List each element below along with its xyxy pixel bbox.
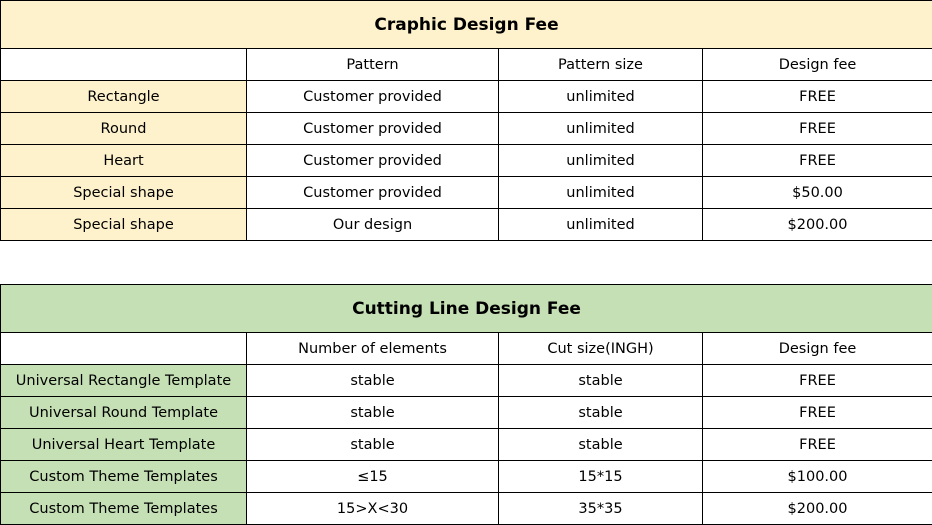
template-cell: Universal Round Template <box>1 397 247 429</box>
table-row <box>1 365 932 397</box>
template-cell: Custom Theme Templates <box>1 461 247 493</box>
table-title-row <box>1 285 932 333</box>
design-fee-cell: FREE <box>703 397 932 429</box>
pattern-size-cell: unlimited <box>499 145 703 177</box>
pattern-cell: Customer provided <box>247 113 499 145</box>
design-fee-cell: FREE <box>703 113 932 145</box>
elements-cell: stable <box>247 397 499 429</box>
design-fee-cell: FREE <box>703 429 932 461</box>
cutting-line-design-fee-title: Cutting Line Design Fee <box>1 285 932 333</box>
template-cell: Universal Rectangle Template <box>1 365 247 397</box>
header-design-fee: Design fee <box>703 49 932 81</box>
cut-size-cell: stable <box>499 397 703 429</box>
cut-size-cell: stable <box>499 365 703 397</box>
elements-cell: stable <box>247 429 499 461</box>
cutting-line-design-fee-table <box>0 284 932 525</box>
design-fee-cell: $100.00 <box>703 461 932 493</box>
pattern-cell: Customer provided <box>247 145 499 177</box>
header-pattern-size: Pattern size <box>499 49 703 81</box>
design-fee-cell: FREE <box>703 365 932 397</box>
cut-size-cell: stable <box>499 429 703 461</box>
header-design-fee: Design fee <box>703 333 932 365</box>
graphic-design-fee-title: Craphic Design Fee <box>1 1 932 49</box>
pattern-cell: Customer provided <box>247 177 499 209</box>
pattern-size-cell: unlimited <box>499 113 703 145</box>
table-row <box>1 493 932 525</box>
pattern-size-cell: unlimited <box>499 177 703 209</box>
pattern-cell: Our design <box>247 209 499 241</box>
pattern-size-cell: unlimited <box>499 81 703 113</box>
table-row <box>1 461 932 493</box>
table-header-row <box>1 49 932 81</box>
design-fee-cell: $200.00 <box>703 493 932 525</box>
header-cell-blank <box>1 49 247 81</box>
pattern-size-cell: unlimited <box>499 209 703 241</box>
design-fee-cell: FREE <box>703 81 932 113</box>
header-cell-blank <box>1 333 247 365</box>
shape-cell: Heart <box>1 145 247 177</box>
design-fee-cell: $200.00 <box>703 209 932 241</box>
elements-cell: 15>X<30 <box>247 493 499 525</box>
table-row <box>1 209 932 241</box>
template-cell: Custom Theme Templates <box>1 493 247 525</box>
shape-cell: Special shape <box>1 209 247 241</box>
shape-cell: Round <box>1 113 247 145</box>
design-fee-cell: $50.00 <box>703 177 932 209</box>
header-number-of-elements: Number of elements <box>247 333 499 365</box>
cut-size-cell: 35*35 <box>499 493 703 525</box>
table-row <box>1 397 932 429</box>
header-pattern: Pattern <box>247 49 499 81</box>
design-fee-cell: FREE <box>703 145 932 177</box>
shape-cell: Special shape <box>1 177 247 209</box>
table-row <box>1 145 932 177</box>
elements-cell: ≤15 <box>247 461 499 493</box>
table-row <box>1 429 932 461</box>
table-header-row <box>1 333 932 365</box>
table-row <box>1 81 932 113</box>
shape-cell: Rectangle <box>1 81 247 113</box>
header-cut-size: Cut size(INGH) <box>499 333 703 365</box>
table-row <box>1 113 932 145</box>
table-title-row <box>1 1 932 49</box>
graphic-design-fee-table <box>0 0 932 241</box>
elements-cell: stable <box>247 365 499 397</box>
table-row <box>1 177 932 209</box>
cut-size-cell: 15*15 <box>499 461 703 493</box>
template-cell: Universal Heart Template <box>1 429 247 461</box>
pattern-cell: Customer provided <box>247 81 499 113</box>
